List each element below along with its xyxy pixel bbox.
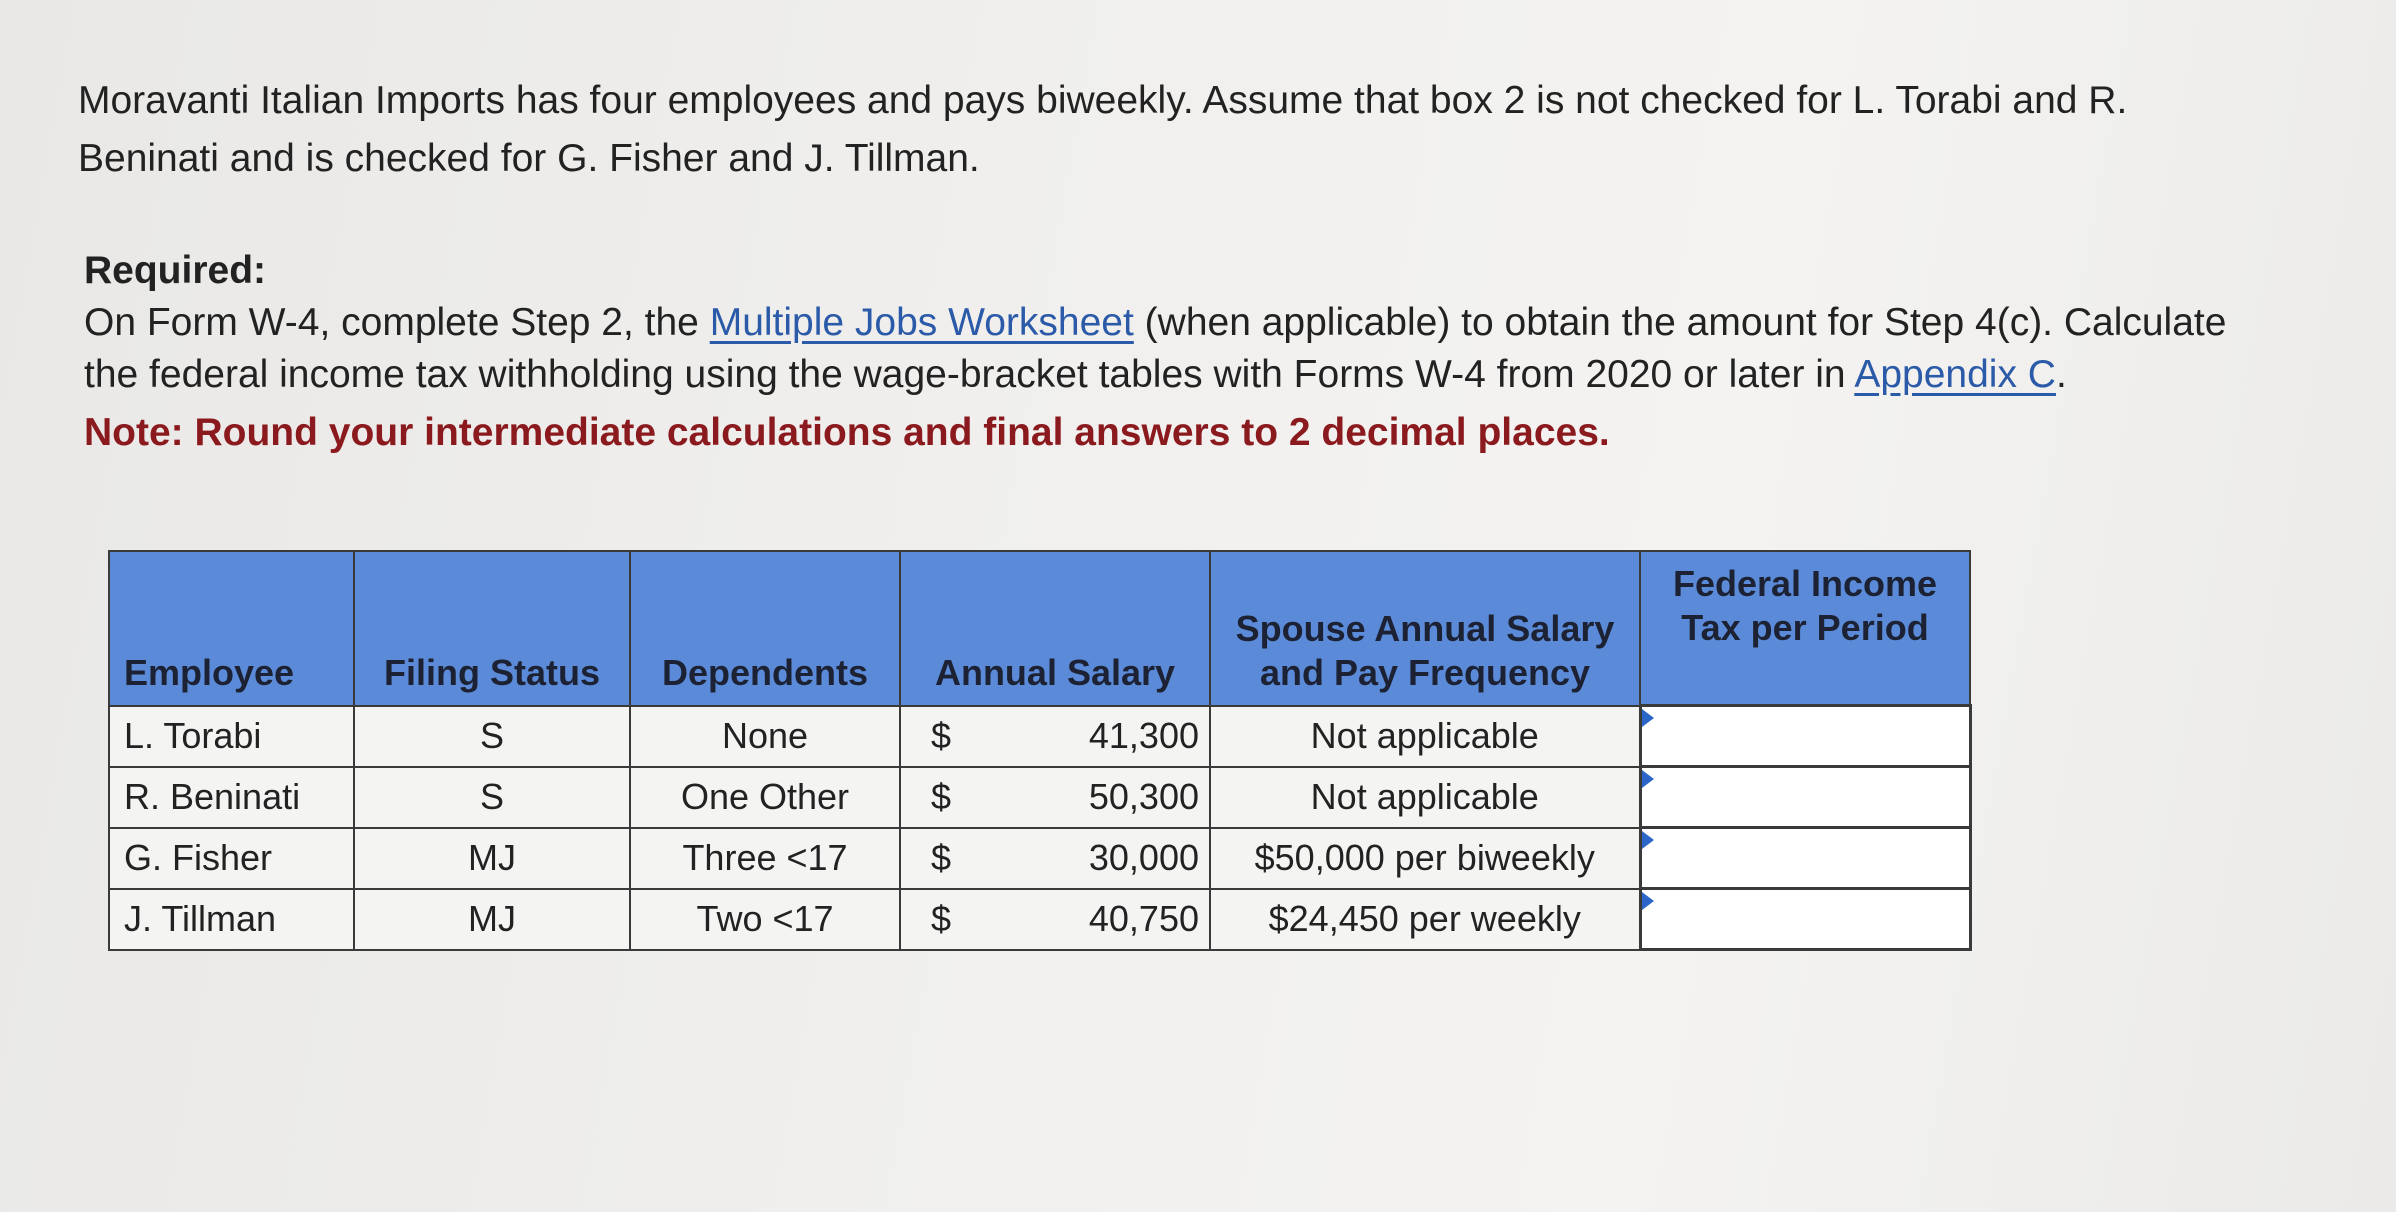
header-dependents: Dependents	[630, 551, 900, 706]
cell-employee: R. Beninati	[109, 767, 354, 828]
employee-table-container	[108, 550, 1972, 951]
rounding-note: Note: Round your intermediate calculations and final answers to 2 decimal places.	[84, 411, 1610, 454]
cell-currency: $	[900, 706, 1001, 767]
required-text-part-2: (when applicable) to obtain the amount for Step 4(c). Calculate the federal income tax withholding using the wage-bracket tables with Forms W-4 from 2020 or later in	[84, 301, 2227, 396]
header-spouse-line-2: and Pay Frequency	[1259, 651, 1591, 693]
problem-statement	[78, 72, 2278, 188]
answer-flag-icon	[1642, 770, 1654, 788]
cell-currency: $	[900, 767, 1001, 828]
required-title: Required:	[84, 249, 267, 292]
cell-annual-salary: 50,300	[1001, 767, 1210, 828]
cell-dependents: One Other	[630, 767, 900, 828]
cell-filing-status: MJ	[354, 828, 630, 889]
header-federal-income-tax	[1640, 551, 1970, 706]
table-header-row	[109, 551, 1970, 706]
answer-cell	[1640, 828, 1970, 889]
table-row	[109, 767, 1970, 828]
header-spouse-salary	[1210, 551, 1640, 706]
employee-table	[108, 550, 1972, 951]
appendix-c-link[interactable]: Appendix C	[1854, 353, 2056, 396]
cell-spouse-salary: Not applicable	[1210, 706, 1640, 767]
answer-cell	[1640, 706, 1970, 767]
cell-employee: J. Tillman	[109, 889, 354, 950]
header-spouse-line-1: Spouse Annual Salary	[1235, 607, 1615, 649]
table-row	[109, 828, 1970, 889]
cell-filing-status: MJ	[354, 889, 630, 950]
header-employee: Employee	[109, 551, 354, 706]
cell-dependents: None	[630, 706, 900, 767]
cell-annual-salary: 41,300	[1001, 706, 1210, 767]
required-text	[84, 297, 2284, 401]
problem-intro: Moravanti Italian Imports has four employees and pays biweekly. Assume that box 2 is not checked for L. Torabi and R. Beninati and is checked for G. Fisher and J. Tillman.	[78, 79, 2128, 180]
cell-spouse-salary: Not applicable	[1210, 767, 1640, 828]
header-annual-salary: Annual Salary	[900, 551, 1210, 706]
multiple-jobs-worksheet-link[interactable]: Multiple Jobs Worksheet	[709, 301, 1134, 344]
required-text-part-3: .	[2055, 353, 2067, 396]
cell-filing-status: S	[354, 706, 630, 767]
federal-tax-input-fisher[interactable]	[1642, 830, 1969, 886]
answer-flag-icon	[1642, 831, 1654, 849]
cell-currency: $	[900, 828, 1001, 889]
cell-filing-status: S	[354, 767, 630, 828]
table-row	[109, 889, 1970, 950]
header-filing-status: Filing Status	[354, 551, 630, 706]
cell-dependents: Three <17	[630, 828, 900, 889]
cell-dependents: Two <17	[630, 889, 900, 950]
header-fit-line-2: Tax per Period	[1681, 607, 1929, 648]
answer-flag-icon	[1642, 892, 1654, 910]
cell-spouse-salary: $24,450 per weekly	[1210, 889, 1640, 950]
table-row	[109, 706, 1970, 767]
cell-currency: $	[900, 889, 1001, 950]
cell-employee: G. Fisher	[109, 828, 354, 889]
federal-tax-input-tillman[interactable]	[1642, 891, 1969, 947]
header-fit-line-1: Federal Income	[1672, 563, 1938, 604]
answer-flag-icon	[1642, 709, 1654, 727]
required-text-part-1: On Form W-4, complete Step 2, the	[84, 301, 710, 344]
answer-cell	[1640, 889, 1970, 950]
federal-tax-input-torabi[interactable]	[1642, 708, 1969, 764]
cell-annual-salary: 30,000	[1001, 828, 1210, 889]
answer-cell	[1640, 767, 1970, 828]
federal-tax-input-beninati[interactable]	[1642, 769, 1969, 825]
cell-employee: L. Torabi	[109, 706, 354, 767]
required-section	[84, 245, 2284, 498]
cell-spouse-salary: $50,000 per biweekly	[1210, 828, 1640, 889]
cell-annual-salary: 40,750	[1001, 889, 1210, 950]
